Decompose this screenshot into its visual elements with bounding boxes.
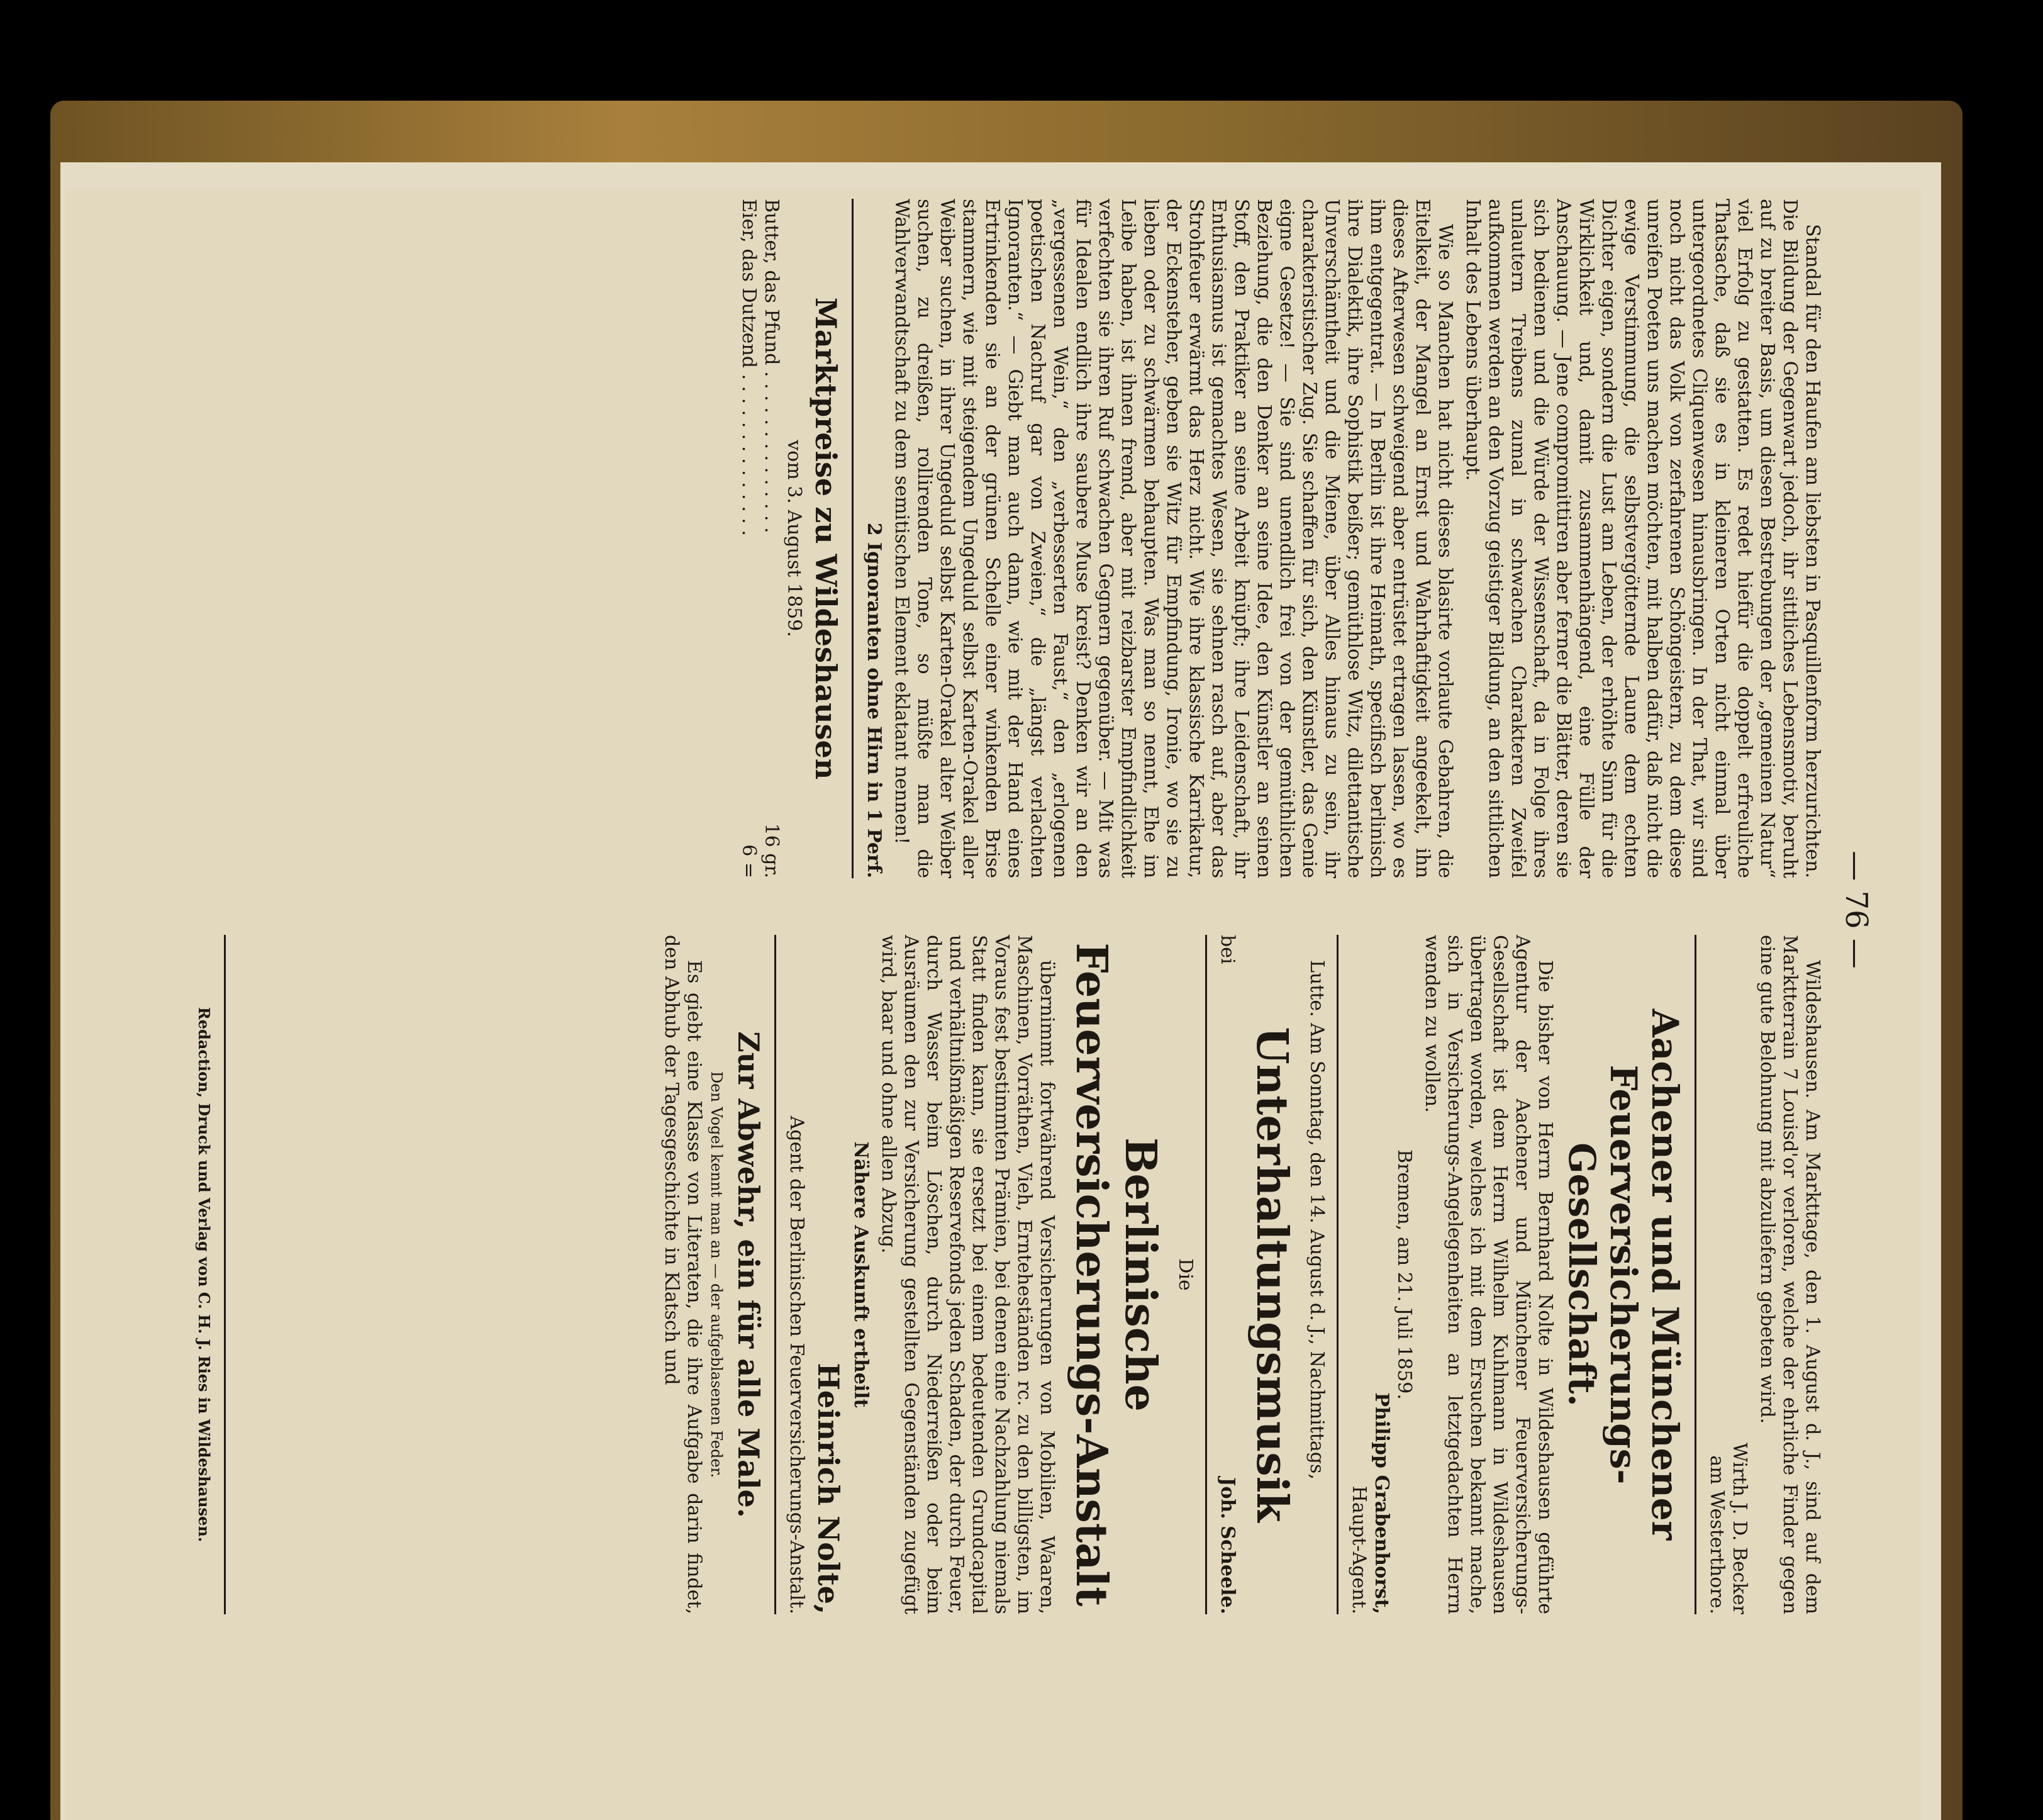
poem-title: Zur Abwehr, ein für alle Male. (732, 1031, 765, 1518)
ad-text: Die bisher von Herrn Bernhard Nolte in Wildeshausen geführte Agentur der Aachener und Münchener Feuerversicherungs-Gesellschaft ist dem Herrn Wilhelm Kuhlmann in Wildeshausen übertragen worden, welches ich mit dem Ersuchen bekannt mache, sich in Versicherungs-Angelegenheiten an letztgedachten Herrn wenden zu wollen. (1421, 935, 1556, 1614)
price-row (760, 199, 782, 878)
ad-sign: Philipp Grabenhorst, (1371, 1392, 1393, 1614)
footer-rule (224, 935, 226, 1614)
printer-imprint: Redaction, Druck und Verlag von C. H. J. Ries in Wildeshausen. (195, 1007, 213, 1543)
market-date: vom 3. August 1859. (783, 440, 805, 637)
ad-title: Unterhaltungsmusik (1247, 1027, 1297, 1522)
left-column (737, 199, 1823, 878)
divider (1205, 935, 1207, 1614)
ad-sign: Joh. Scheele. (1216, 1477, 1239, 1614)
ad-intro: Lutte. Am Sonntag, den 14. August d. J., Nachmittags, (1306, 960, 1328, 1480)
poem-motto: Den Vogel kennt man an — der aufgeblasenen Feder. (708, 1071, 725, 1478)
right-column (655, 935, 1823, 1614)
lost-sign: am Westerthore. (1706, 1455, 1728, 1614)
poem-text: Es giebt eine Klasse von Literaten, die ihre Aufgabe darin findet, den Abhub der Tagesgeschichte in Klatsch und (660, 935, 705, 1614)
price-value: 16 gr. (760, 823, 782, 878)
article-paragraph: Standal für den Haufen am liebsten in Pasquillenform herzurichten. Die Bildung der Gegenwart jedoch, ihr sittliches Lebensmotiv, beruht auf zu breiter Basis, um diesen Bestrebungen der „gemeinen Natur“ viel Erfolg zu gestatten. Es redet hiefür die doppelt erfreuliche Thatsache, daß sie es in kleineren Orten nicht einmal über untergeordnetes Cliquenwesen hinausbringen. In der That, wir sind noch nicht das Volk von zerfahrenen Schöngeistern, zu dem diese unreifen Poeten uns machen möchten, mit halben dafür, daß nicht die ewige Verstimmung, die selbstvergötternde Laune dem echten Dichter eigen, sondern die Lust am Leben, der erhöhte Sinn für die Wirklichkeit und, damit zusammenhängend, eine Fülle der Anschauung. — Jene compromittiren aber ferner die Blätter, deren sie sich bedienen und die Würde der Wissenschaft, da in Folge ihres unlautern Treibens zumal in schwachen Charakteren Zweifel aufkommen werden an den Vorzug geistiger Bildung, an den sittlichen Inhalt des Lebens überhaupt. (1462, 199, 1823, 878)
ad-more: Nähere Auskunft ertheilt (850, 1141, 872, 1408)
ad-footer-row (1216, 935, 1239, 1614)
ad-text: übernimmt fortwährend Versicherungen von Mobilien, Waaren, Maschinen, Vorräthen, Vieh, Ernteheständen rc. zu den billigsten, im Voraus fest bestimmten Prämien, bei denen eine Nachzahlung niemals Statt finden kann, sie ersetzt bei einem bedeutenden Grundcapital und verhältnißmäßigen Reservefonds jeden Schaden, der durch Feuer, durch Wasser beim Löschen, durch Niederreißen oder beim Ausräumen den zur Versicherung gestellten Gegenständen zugefügt wird, baar und ohne allen Abzug. (877, 935, 1058, 1614)
price-value: 6 = (738, 844, 760, 878)
lost-sign: Wirth J. D. Becker (1728, 1443, 1751, 1614)
lost-notice: Wildeshausen. Am Markttage, den 1. August d. J., sind auf dem Marktterrain 7 Louisd'or verloren, welche der ehrliche Finder gegen eine gute Belohnung mit abzuliefern gebeten wird. (1756, 935, 1823, 1614)
market-title: Marktpreise zu Wildeshausen (809, 297, 843, 780)
article-signature: 2 Ignoranten ohne Hirn in 1 Perf. (863, 522, 885, 878)
rotated-newspaper (163, 180, 1880, 1639)
ad-sign: Agent der Berlinischen Feuerversicherungs-Anstalt. (786, 1115, 808, 1614)
price-item: Butter, das Pfund . . . . . . . . . . . . . . (760, 199, 782, 533)
ad-title: Berlinische Feuerversicherungs-Anstalt (1066, 942, 1166, 1607)
price-row (737, 199, 760, 878)
ad-date: Bremen, am 21. Juli 1859. (1393, 1149, 1415, 1400)
divider (1337, 935, 1339, 1614)
divider (774, 935, 776, 1614)
divider (1695, 935, 1696, 1614)
article-paragraph: Wie so Manchen hat nicht dieses blasirte vorlaute Gebahren, die Eitelkeit, der Mangel an Ernst und Wahrhaftigkeit angeekelt, ihn dieses Afterwesen schweigend aber entrüstet ertragen lassen, wo es ihm entgegentrat. — In Berlin ist ihre Heimath, specifisch berlinisch ihre Dialektik, ihre Sophistik beißer; gemüthlose Witz, dilettantische Unverschämtheit und die Miene, über Alles hinaus zu sein, ihr charakteristischer Zug. Sie schaffen für sich, den Künstler, das Genie eigne Gesetze! — Sie sind unendlich frei von der gemüthlichen Beziehung, die den Denker an seine Idee, den Künstler an seinen Stoff, den Praktiker an seine Arbeit knüpft; ihre Leidenschaft, ihr Enthusiasmus ist gemachtes Wesen, sie sehnen rasch auf, aber das Strohfeuer erwärmt das Herz nicht. Wie ihre klassische Karrikatur, der Eckensteher, geben sie Witz für Empfindung, Ironie, wo sie zu lieben oder zu schwärmen behaupten. Was man so nennt, Ehe im Leibe haben, ist ihnen fremd, aber mit reizbarster Empfindlichkeit verfechten sie ihren Ruf schwachen Gegnern gegenüber. — Mit was für Idealen endlich ihre saubere Muse kreist? Denken wir an den „vergessenen Wein,“ den „verbesserten Faust,“ den „erlogenen poetischen Nachruf gar von Zweien,“ die „längst verlachten Ignoranten.“ — Giebt man auch dann, wie mit der Hand eines Ertrinkenden sie an der grünen Schelle einer winkenden Brise stammern, wie mit steigendem Ungeduld selbst Karten-Orakel aller Weiber suchen, in ihrer Ungeduld selbst Karten-Orakel alter Weiber suchen, zu dreißen, rollirenden Tone, so müßte man die Wahlverwandtschaft zu dem semitischen Element eklatant nennen! (891, 199, 1456, 878)
page-number: — 76 — (1839, 851, 1874, 969)
price-item: Eier, das Dutzend . . . . . . . . . . . . . . (738, 199, 760, 536)
ad-sign: Heinrich Nolte, (811, 1363, 845, 1614)
ad-sign: Haupt-Agent. (1348, 1485, 1370, 1614)
divider (852, 199, 854, 878)
ad-die: Die (1174, 1258, 1196, 1291)
ad-title: Aachener und Münchener Feuerversicherungs-Gesellschaft. (1561, 1008, 1686, 1541)
ad-bei: bei (1216, 935, 1239, 964)
